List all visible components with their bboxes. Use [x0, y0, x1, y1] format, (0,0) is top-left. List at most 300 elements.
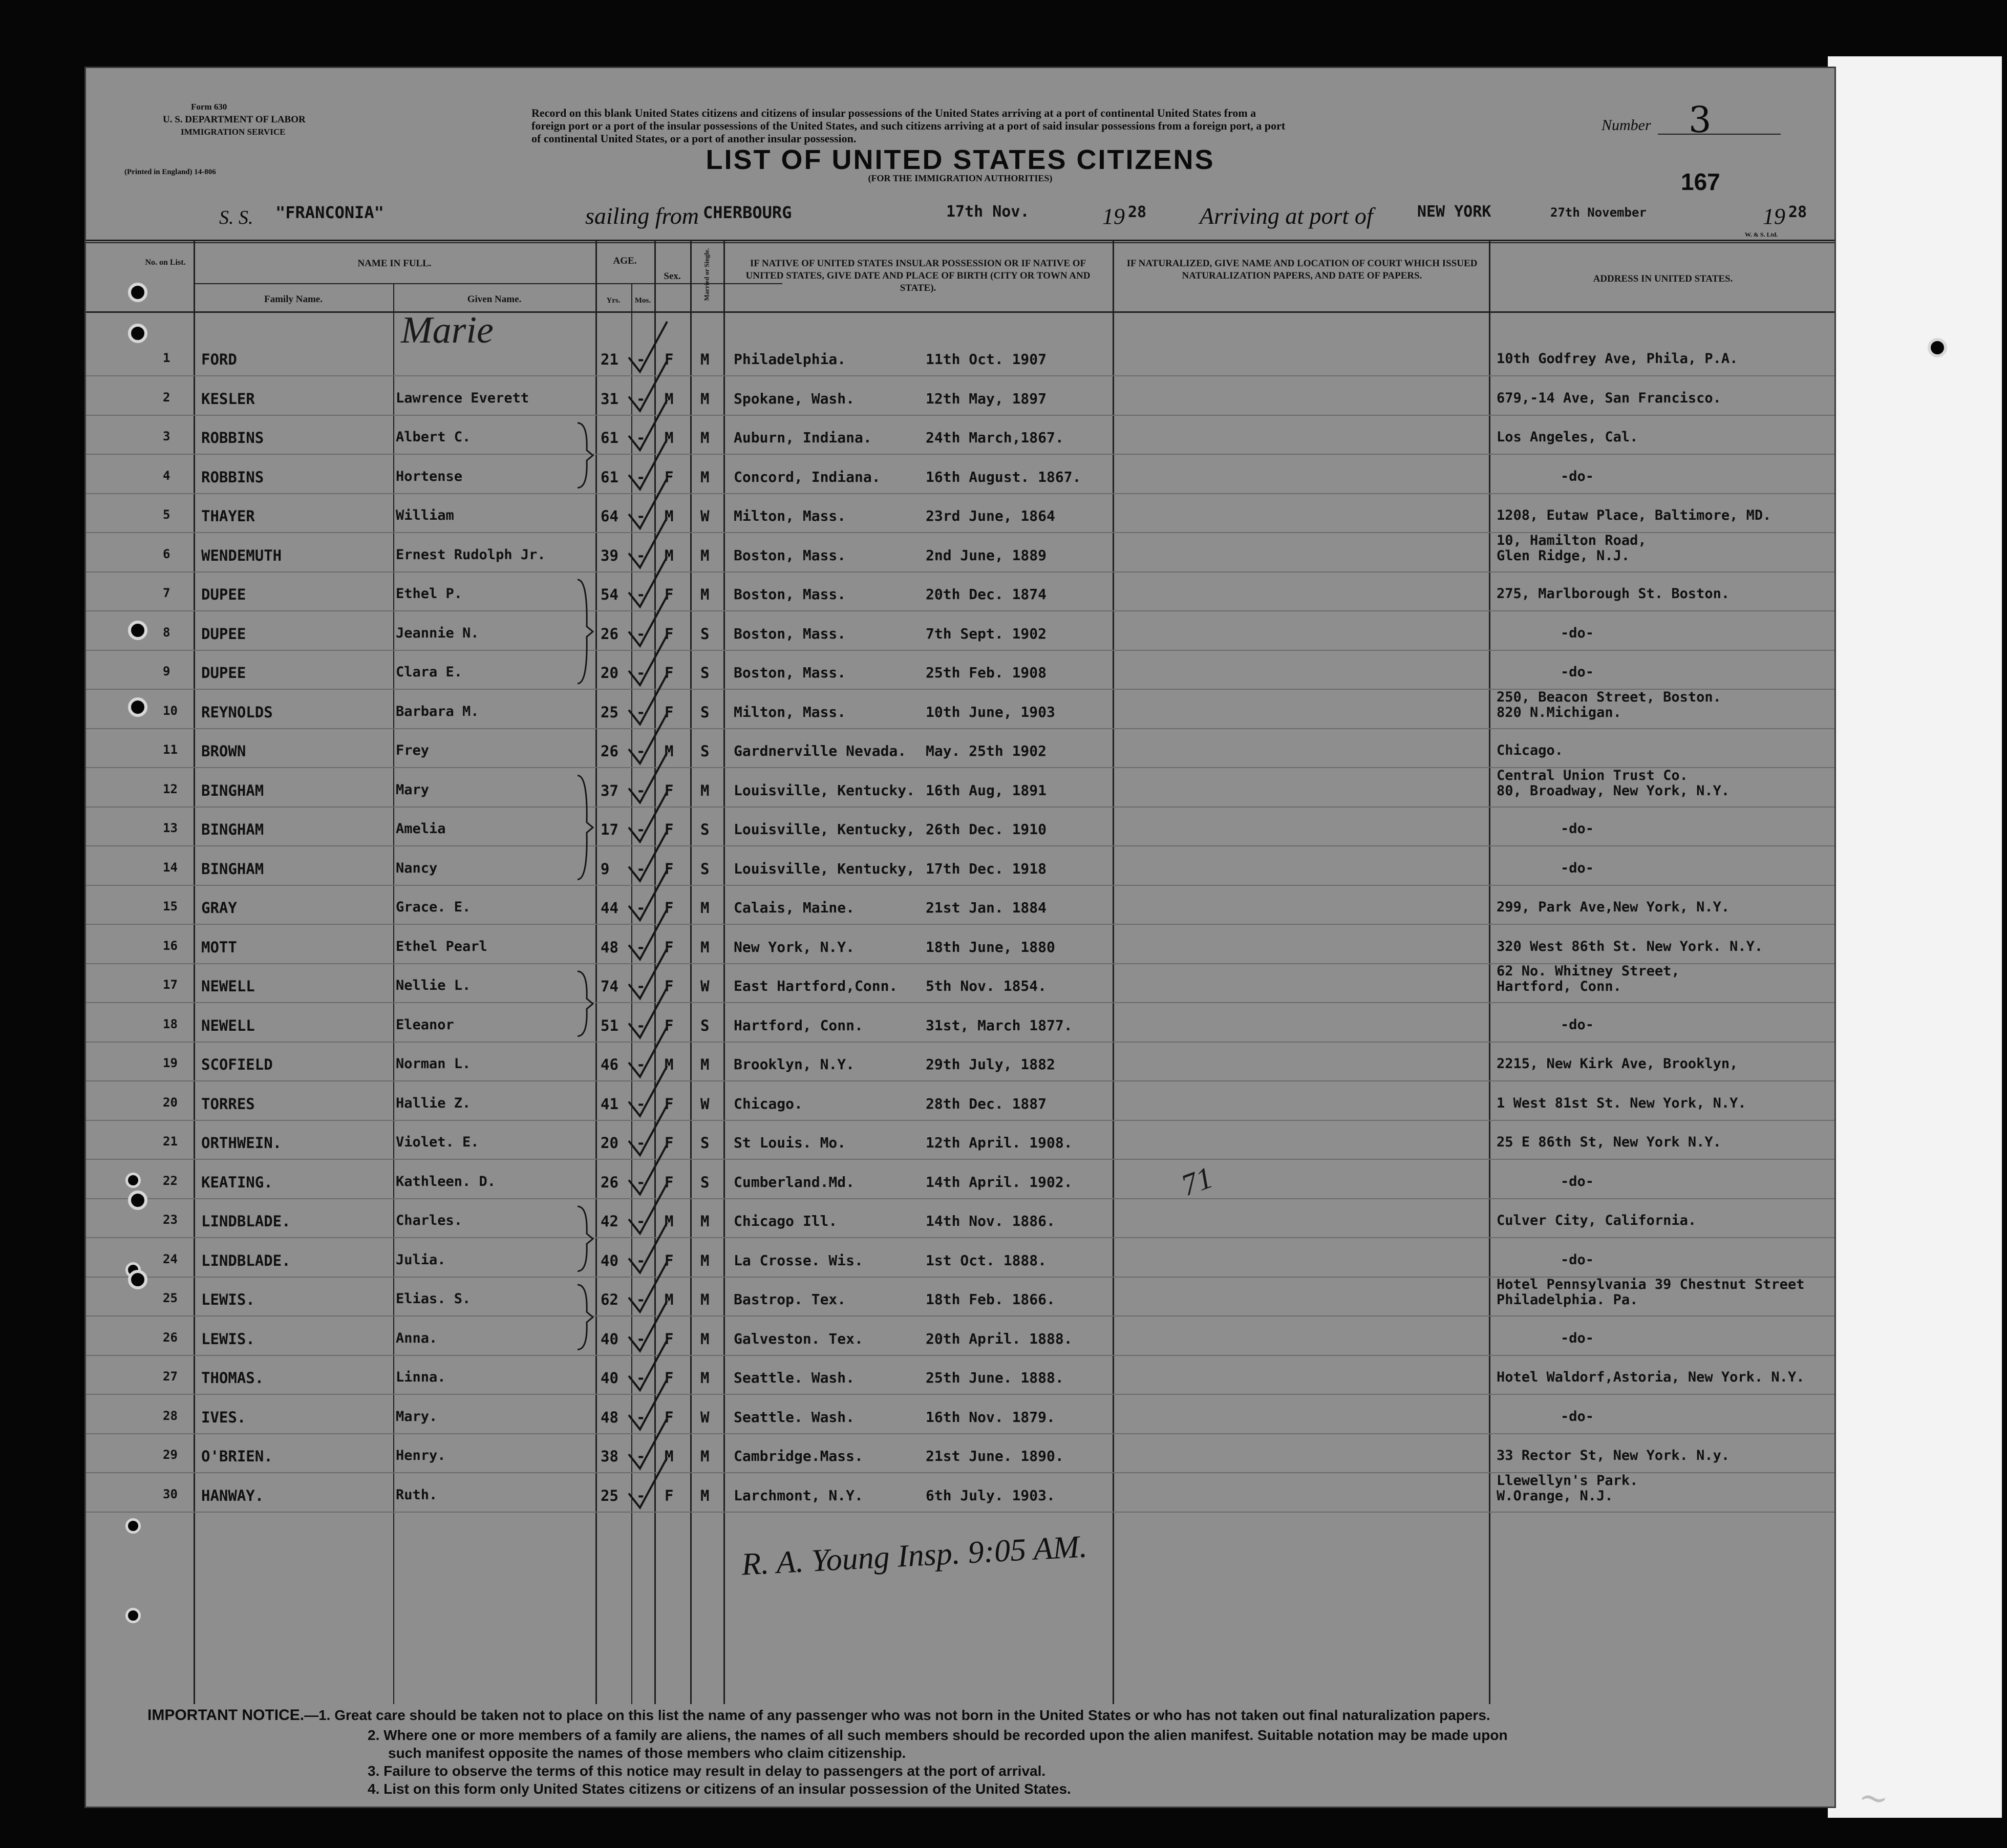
family-name: LINDBLADE.	[201, 1251, 291, 1269]
family-name: LEWIS.	[201, 1330, 255, 1348]
sex: M	[665, 1448, 674, 1465]
age-years: 44	[601, 899, 618, 917]
address-line: Hartford, Conn.	[1497, 979, 1621, 994]
check-mark	[629, 322, 667, 372]
row-number: 15	[163, 899, 178, 914]
address-line: Glen Ridge, N.J.	[1497, 547, 1630, 564]
age-months: -	[636, 1291, 646, 1308]
given-name: Hallie Z.	[396, 1095, 471, 1111]
row-number: 2	[163, 390, 170, 405]
birth-date: 24th March,1867.	[926, 429, 1064, 446]
given-name: William	[396, 507, 454, 523]
marital-status: S	[700, 860, 710, 878]
age-months: -	[636, 860, 646, 878]
birth-place: Brooklyn, N.Y.	[734, 1056, 855, 1073]
given-name: Ethel Pearl	[396, 938, 487, 954]
birth-date: 28th Dec. 1887	[926, 1095, 1047, 1112]
birth-place: Seattle. Wash.	[734, 1369, 855, 1386]
check-mark	[629, 753, 667, 803]
marital-status: M	[700, 1448, 710, 1465]
family-name: HANWAY.	[201, 1486, 264, 1504]
number-label: Number	[1602, 117, 1651, 134]
address-line: 275, Marlborough St. Boston.	[1497, 586, 1730, 602]
address-line: 33 Rector St, New York. N.y.	[1497, 1448, 1730, 1463]
address-line: -do-	[1561, 1330, 1594, 1346]
family-name: THOMAS.	[201, 1369, 264, 1387]
check-mark	[629, 1105, 667, 1155]
family-name: ROBBINS	[201, 468, 264, 486]
family-bracket	[578, 580, 593, 684]
marital-status: S	[700, 1016, 710, 1034]
age-months: -	[636, 625, 646, 643]
given-name: Charles.	[396, 1213, 463, 1228]
birth-date: 12th May, 1897	[926, 390, 1047, 407]
given-name: Barbara M.	[396, 703, 479, 719]
age-months: -	[636, 1448, 646, 1465]
departure-port: CHERBOURG	[703, 203, 792, 222]
birth-place: Boston, Mass.	[734, 546, 846, 564]
check-mark	[629, 1418, 667, 1469]
col-header-married-single: Married or Single.	[702, 248, 711, 301]
marital-status: S	[700, 703, 710, 721]
age-months: -	[636, 1251, 646, 1269]
family-name: REYNOLDS	[201, 703, 273, 721]
punch-hole	[128, 283, 147, 302]
punch-hole	[125, 1608, 141, 1623]
age-months: -	[636, 1369, 646, 1387]
sex: F	[665, 1486, 674, 1504]
birth-date: 5th Nov. 1854.	[926, 978, 1047, 994]
arrival-year-suffix: 28	[1788, 203, 1807, 221]
sailing-label: sailing from	[585, 203, 699, 229]
address-line: Culver City, California.	[1497, 1213, 1697, 1228]
marital-status: M	[700, 899, 710, 917]
address-line: -do-	[1561, 625, 1594, 641]
birth-place: Milton, Mass.	[734, 507, 846, 524]
address-line: 820 N.Michigan.	[1497, 704, 1621, 720]
age-months: -	[636, 978, 646, 995]
family-name: BINGHAM	[201, 821, 264, 838]
age-months: -	[636, 390, 646, 408]
address-line: Chicago.	[1497, 742, 1564, 758]
birth-date: 1st Oct. 1888.	[926, 1251, 1047, 1269]
marital-status: W	[700, 1408, 710, 1426]
family-name: DUPEE	[201, 586, 246, 603]
age-years: 20	[601, 1134, 618, 1152]
age-years: 54	[601, 586, 618, 603]
birth-date: 6th July. 1903.	[926, 1486, 1055, 1504]
punch-hole	[128, 697, 147, 717]
address-line: Llewellyn's Park.	[1497, 1472, 1638, 1489]
age-years: 61	[601, 468, 618, 486]
age-years: 26	[601, 742, 618, 760]
family-name: BINGHAM	[201, 781, 264, 799]
family-name: LINDBLADE.	[201, 1213, 291, 1230]
page-number: 167	[1681, 168, 1720, 195]
birth-date: 12th April. 1908.	[926, 1134, 1073, 1151]
check-mark	[629, 1458, 667, 1508]
arriving-label: Arriving at port of	[1200, 203, 1373, 229]
birth-place: Louisville, Kentucky,	[734, 821, 915, 838]
birth-date: 10th June, 1903	[926, 703, 1055, 720]
check-mark	[629, 948, 667, 999]
birth-date: 14th April. 1902.	[926, 1173, 1073, 1191]
family-name: GRAY	[201, 899, 237, 917]
sex: M	[665, 1291, 674, 1308]
family-name: KESLER	[201, 390, 255, 408]
marital-status: M	[700, 781, 710, 799]
age-months: -	[636, 1486, 646, 1504]
col-header-family-name: Family Name.	[264, 294, 323, 305]
address-line: 250, Beacon Street, Boston.	[1497, 689, 1721, 705]
row-number: 29	[163, 1448, 178, 1462]
family-name: O'BRIEN.	[201, 1448, 273, 1465]
age-months: -	[636, 1408, 646, 1426]
check-mark	[629, 518, 667, 568]
birth-date: 16th Aug, 1891	[926, 781, 1047, 799]
given-name: Hortense	[396, 468, 463, 484]
birth-place: Gardnerville Nevada.	[734, 742, 907, 759]
age-years: 31	[601, 390, 618, 408]
page-title: LIST OF UNITED STATES CITIZENS	[706, 144, 1215, 175]
departure-year-prefix: 19	[1102, 204, 1125, 229]
sex: F	[665, 1251, 674, 1269]
address-line: 2215, New Kirk Ave, Brooklyn,	[1497, 1056, 1738, 1072]
age-years: 37	[601, 781, 618, 799]
given-name: Jeannie N.	[396, 625, 479, 641]
given-name: Lawrence Everett	[396, 390, 529, 406]
marital-status: M	[700, 1056, 710, 1073]
age-months: -	[636, 1330, 646, 1348]
marital-status: S	[700, 1173, 710, 1191]
row-number: 20	[163, 1095, 178, 1110]
age-years: 39	[601, 546, 618, 564]
age-months: -	[636, 351, 646, 368]
instruction-line-1: Record on this blank United States citizens and citizens of insular possessions of the United States arriving at a port of continental United States from a	[531, 107, 1256, 119]
form-number: Form 630	[191, 102, 227, 112]
family-bracket	[578, 776, 593, 880]
age-months: -	[636, 703, 646, 721]
family-name: MOTT	[201, 938, 237, 956]
address-line: Central Union Trust Co.	[1497, 767, 1688, 783]
sex: F	[665, 899, 674, 917]
birth-place: Galveston. Tex.	[734, 1330, 863, 1347]
row-number: 5	[163, 507, 170, 522]
age-years: 62	[601, 1291, 618, 1308]
arrival-port: NEW YORK	[1417, 203, 1491, 221]
sex: F	[665, 586, 674, 603]
age-years: 41	[601, 1095, 618, 1113]
given-name: Elias. S.	[396, 1291, 471, 1307]
given-name: Nancy	[396, 860, 438, 876]
marital-status: M	[700, 351, 710, 368]
address-line: 679,-14 Ave, San Francisco.	[1497, 390, 1721, 406]
check-mark	[629, 1144, 667, 1195]
birth-place: East Hartford,Conn.	[734, 978, 898, 994]
notice-item-1: 1. Great care should be taken not to place on this list the name of any passenger who was not born in the United States or who has not taken out final naturalization papers.	[318, 1707, 1490, 1723]
margin-mark: 71	[1177, 1160, 1218, 1203]
row-number: 28	[163, 1408, 178, 1423]
marital-status: M	[700, 1330, 710, 1348]
family-name: NEWELL	[201, 978, 255, 995]
check-mark	[629, 1183, 667, 1234]
age-months: -	[636, 546, 646, 564]
marital-status: M	[700, 1213, 710, 1230]
age-months: -	[636, 429, 646, 447]
sex: F	[665, 938, 674, 956]
marital-status: M	[700, 1291, 710, 1308]
row-number: 9	[163, 664, 170, 678]
marital-status: W	[700, 1095, 710, 1113]
marital-status: W	[700, 507, 710, 525]
sex: F	[665, 1016, 674, 1034]
sex: M	[665, 1213, 674, 1230]
given-name: Albert C.	[396, 429, 471, 445]
address-line: -do-	[1561, 1173, 1594, 1189]
age-years: 17	[601, 821, 618, 838]
birth-date: 14th Nov. 1886.	[926, 1213, 1055, 1229]
marital-status: S	[700, 1134, 710, 1152]
address-line: 299, Park Ave,New York, N.Y.	[1497, 899, 1730, 915]
given-name: Ernest Rudolph Jr.	[396, 546, 546, 563]
check-mark	[629, 831, 667, 881]
row-number: 21	[163, 1134, 178, 1149]
marital-status: S	[700, 742, 710, 760]
family-name: THAYER	[201, 507, 255, 525]
age-months: -	[636, 1056, 646, 1073]
sex: M	[665, 1056, 674, 1073]
row-number: 13	[163, 821, 178, 835]
row-number: 6	[163, 546, 170, 561]
age-months: -	[636, 938, 646, 956]
check-mark	[629, 361, 667, 411]
age-years: 46	[601, 1056, 618, 1073]
marital-status: S	[700, 664, 710, 682]
age-months: -	[636, 1173, 646, 1191]
age-years: 40	[601, 1369, 618, 1387]
family-name: LEWIS.	[201, 1291, 255, 1308]
birth-date: 16th Nov. 1879.	[926, 1408, 1055, 1426]
col-header-sex: Sex.	[664, 271, 681, 282]
birth-place: Chicago.	[734, 1095, 803, 1112]
col-header-yrs: Yrs.	[606, 296, 621, 305]
departure-date: 17th Nov.	[946, 203, 1030, 221]
age-months: -	[636, 1016, 646, 1034]
birth-date: 25th Feb. 1908	[926, 664, 1047, 681]
instruction-line-3: of continental United States, or a port of another insular possession.	[531, 132, 857, 145]
check-mark	[629, 792, 667, 842]
birth-date: 31st, March 1877.	[926, 1016, 1073, 1034]
row-number: 19	[163, 1056, 178, 1070]
check-mark	[629, 400, 667, 450]
age-years: 48	[601, 938, 618, 956]
check-mark	[629, 478, 667, 528]
check-mark	[629, 988, 667, 1038]
age-months: -	[636, 742, 646, 760]
col-header-no: No. on List.	[145, 258, 186, 267]
age-years: 25	[601, 1486, 618, 1504]
family-name: WENDEMUTH	[201, 546, 282, 564]
age-months: -	[636, 664, 646, 682]
address-line: Hotel Waldorf,Astoria, New York. N.Y.	[1497, 1369, 1805, 1385]
age-months: -	[636, 1134, 646, 1152]
punch-hole	[125, 1173, 141, 1188]
notice-line-1: IMPORTANT NOTICE.—1. Great care should be taken not to place on this list the name of any passenger who was not born in the United States or who has not taken out final naturalization papers.	[147, 1707, 1490, 1724]
age-years: 64	[601, 507, 618, 525]
given-name: Eleanor	[396, 1016, 454, 1033]
sex: M	[665, 546, 674, 564]
sex: M	[665, 742, 674, 760]
check-mark	[629, 713, 667, 763]
manifest-sheet	[84, 67, 1836, 1808]
birth-place: Concord, Indiana.	[734, 468, 881, 485]
birth-date: 26th Dec. 1910	[926, 821, 1047, 838]
birth-date: May. 25th 1902	[926, 742, 1047, 759]
age-years: 25	[601, 703, 618, 721]
family-bracket	[578, 1285, 593, 1350]
birth-place: Milton, Mass.	[734, 703, 846, 720]
birth-place: Chicago Ill.	[734, 1213, 838, 1229]
birth-place: Philadelphia.	[734, 351, 846, 368]
birth-date: 20th April. 1888.	[926, 1330, 1073, 1347]
address-line: 10, Hamilton Road,	[1497, 532, 1647, 548]
row-number: 22	[163, 1173, 178, 1188]
address-line: 1 West 81st St. New York, N.Y.	[1497, 1095, 1746, 1111]
arrival-date: 27th November	[1550, 205, 1647, 220]
birth-place: Auburn, Indiana.	[734, 429, 872, 446]
sex: F	[665, 860, 674, 878]
marital-status: S	[700, 821, 710, 838]
given-name: Linna.	[396, 1369, 446, 1385]
age-years: 26	[601, 1173, 618, 1191]
family-bracket	[578, 423, 593, 488]
notice-label: IMPORTANT NOTICE.	[147, 1707, 305, 1724]
punch-hole	[128, 1191, 147, 1210]
check-mark	[629, 1301, 667, 1351]
address-line: -do-	[1561, 468, 1594, 484]
punch-hole	[128, 621, 147, 640]
sex: M	[665, 429, 674, 447]
sex: F	[665, 1095, 674, 1113]
col-header-age: AGE.	[613, 256, 637, 266]
address-line: 10th Godfrey Ave, Phila, P.A.	[1497, 351, 1738, 367]
col-header-birth: IF NATIVE OF UNITED STATES INSULAR POSSESSION OR IF NATIVE OF UNITED STATES, GIVE DATE AND PLACE OF BIRTH (CITY OR TOWN AND STATE).	[745, 258, 1091, 293]
check-mark	[629, 1027, 667, 1077]
family-name: NEWELL	[201, 1016, 255, 1034]
blank-margin-strip	[1828, 56, 2002, 1821]
address-line: -do-	[1561, 821, 1594, 837]
col-header-address: ADDRESS IN UNITED STATES.	[1593, 273, 1733, 284]
marital-status: W	[700, 978, 710, 995]
age-years: 26	[601, 625, 618, 643]
age-years: 48	[601, 1408, 618, 1426]
given-name: Grace. E.	[396, 899, 471, 915]
address-line: -do-	[1561, 860, 1594, 876]
family-bracket	[578, 971, 593, 1036]
given-name: Mary.	[396, 1408, 438, 1425]
notice-item-2-continued: such manifest opposite the names of those members who claim citizenship.	[388, 1745, 906, 1761]
check-mark	[629, 439, 667, 490]
row-number: 23	[163, 1213, 178, 1227]
marital-status: M	[700, 1486, 710, 1504]
age-years: 74	[601, 978, 618, 995]
age-years: 38	[601, 1448, 618, 1465]
birth-place: Cumberland.Md.	[734, 1173, 855, 1191]
birth-date: 17th Dec. 1918	[926, 860, 1047, 877]
check-mark	[629, 557, 667, 607]
address-line: -do-	[1561, 1251, 1594, 1268]
row-number: 3	[163, 429, 170, 443]
birth-place: Hartford, Conn.	[734, 1016, 863, 1034]
birth-place: St Louis. Mo.	[734, 1134, 846, 1151]
check-mark	[629, 1066, 667, 1116]
marital-status: M	[700, 586, 710, 603]
given-name: Ethel P.	[396, 586, 463, 602]
sex: F	[665, 468, 674, 486]
birth-place: Louisville, Kentucky,	[734, 860, 915, 877]
margin-bleed-scrawl: ~	[1855, 1775, 1892, 1821]
birth-date: 21st June. 1890.	[926, 1448, 1064, 1464]
row-number: 11	[163, 742, 178, 757]
address-line: 25 E 86th St, New York N.Y.	[1497, 1134, 1721, 1150]
family-name: ROBBINS	[201, 429, 264, 447]
check-mark	[629, 1379, 667, 1430]
address-line: Hotel Pennsylvania 39 Chestnut Street	[1497, 1277, 1805, 1292]
age-months: -	[636, 586, 646, 603]
age-years: 9	[601, 860, 610, 878]
birth-place: Boston, Mass.	[734, 586, 846, 603]
family-name: SCOFIELD	[201, 1056, 273, 1073]
printed-note: (Printed in England) 14-806	[124, 168, 216, 176]
age-years: 42	[601, 1213, 618, 1230]
family-name: BINGHAM	[201, 860, 264, 878]
family-name: DUPEE	[201, 664, 246, 682]
check-mark	[629, 596, 667, 646]
instruction-line-2: foreign port or a port of the insular possessions of the United States, and such citizens arriving at a port of said insular possessions from a foreign port, a port	[531, 119, 1286, 132]
address-line: 80, Broadway, New York, N.Y.	[1497, 782, 1730, 799]
check-mark	[629, 1262, 667, 1312]
address-line: -do-	[1561, 1408, 1594, 1425]
col-header-naturalized: IF NATURALIZED, GIVE NAME AND LOCATION OF COURT WHICH ISSUED NATURALIZATION PAPERS, AND DATE OF PAPERS.	[1126, 258, 1478, 281]
birth-place: Calais, Maine.	[734, 899, 855, 916]
check-mark	[629, 909, 667, 960]
marital-status: M	[700, 468, 710, 486]
row-number: 7	[163, 586, 170, 600]
birth-date: 16th August. 1867.	[926, 468, 1081, 485]
birth-place: Bastrop. Tex.	[734, 1291, 846, 1308]
handwritten-given-name-row1: Marie	[401, 309, 494, 351]
ship-name: "FRANCONIA"	[275, 203, 384, 222]
row-number: 14	[163, 860, 178, 875]
given-name: Mary	[396, 781, 430, 798]
family-name: DUPEE	[201, 625, 246, 643]
birth-place: Larchmont, N.Y.	[734, 1486, 863, 1504]
given-name: Henry.	[396, 1448, 446, 1463]
row-number: 27	[163, 1369, 178, 1384]
marital-status: M	[700, 1251, 710, 1269]
birth-date: 29th July, 1882	[926, 1056, 1055, 1073]
row-number: 12	[163, 781, 178, 796]
birth-date: 21st Jan. 1884	[926, 899, 1047, 916]
age-months: -	[636, 468, 646, 486]
birth-date: 2nd June, 1889	[926, 546, 1047, 564]
sex: M	[665, 390, 674, 408]
given-name: Julia.	[396, 1251, 446, 1268]
check-mark	[629, 870, 667, 920]
given-name: Clara E.	[396, 664, 463, 680]
given-name: Violet. E.	[396, 1134, 479, 1150]
col-header-given-name: Given Name.	[467, 294, 522, 305]
